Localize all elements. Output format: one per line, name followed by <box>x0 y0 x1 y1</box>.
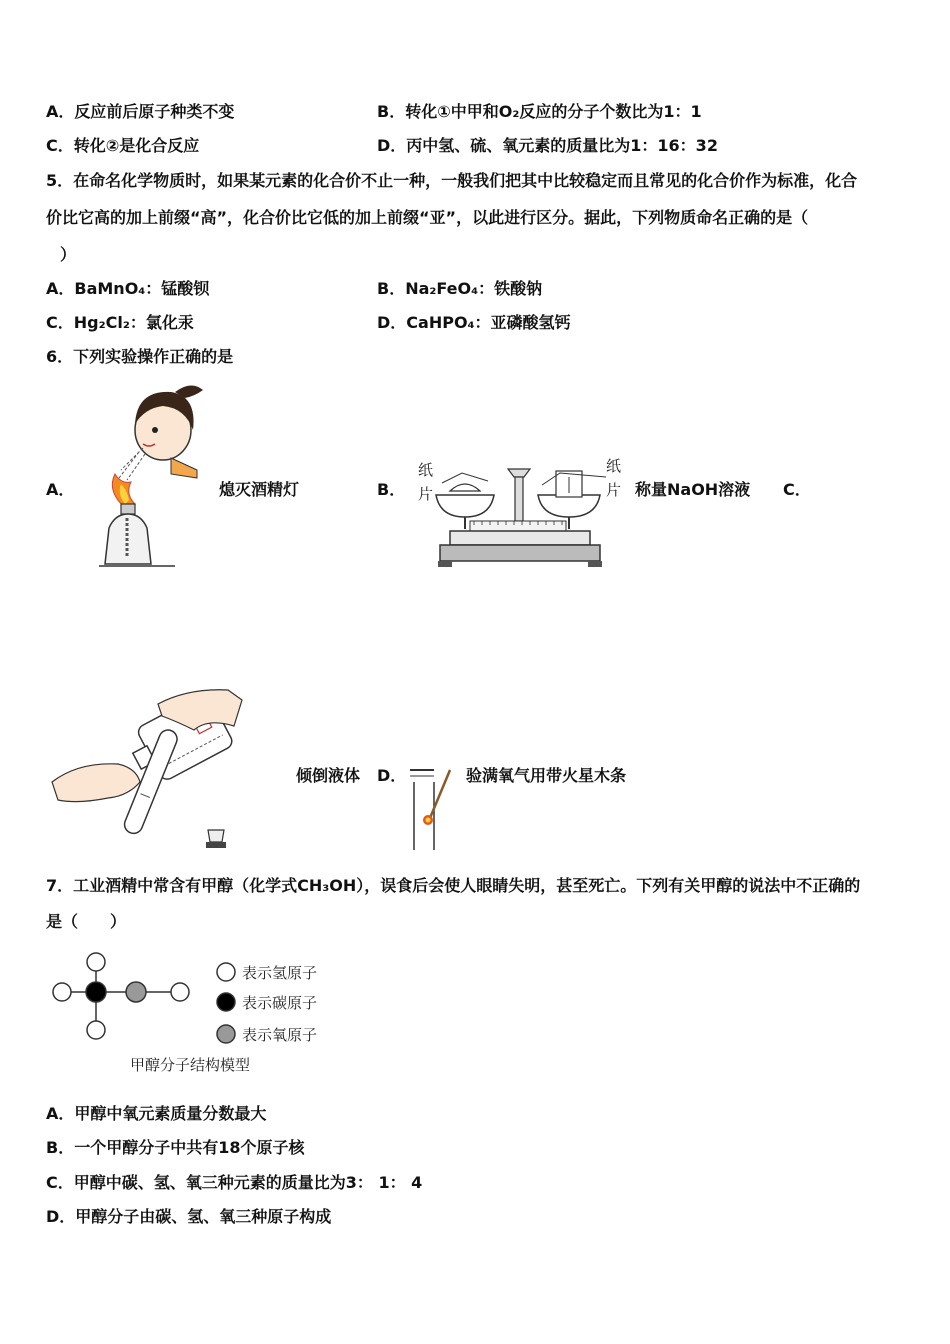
svg-text:片: 片 <box>606 481 622 499</box>
hydrogen-atom-bottom <box>87 1021 105 1039</box>
q5-option-c: C．Hg₂Cl₂：氯化汞 <box>46 313 194 332</box>
legend-hydrogen-label: 表示氢原子 <box>242 964 318 982</box>
q7-option-d: D．甲醇分子由碳、氢、氧三种原子构成 <box>46 1207 332 1226</box>
q5-option-a: A．BaMnO₄：锰酸钡 <box>46 279 210 298</box>
svg-text:片: 片 <box>418 485 434 503</box>
q7-option-b: B．一个甲醇分子中共有18个原子核 <box>46 1138 305 1157</box>
legend-carbon-label: 表示碳原子 <box>242 994 318 1012</box>
q4-option-a: A．反应前后原子种类不变 <box>46 102 235 121</box>
q6-option-a-caption: 熄灭酒精灯 <box>219 480 300 499</box>
q5-option-b: B．Na₂FeO₄：铁酸钠 <box>377 279 543 298</box>
legend-carbon-icon <box>217 993 235 1011</box>
q5-option-d: D．CaHPO₄：亚磷酸氢钙 <box>377 313 571 332</box>
legend-oxygen-icon <box>217 1025 235 1043</box>
q7-option-a: A．甲醇中氧元素质量分数最大 <box>46 1104 267 1123</box>
oxygen-atom <box>126 982 146 1002</box>
q6-stem: 6．下列实验操作正确的是 <box>46 347 234 366</box>
q5-stem-line1: 5．在命名化学物质时，如果某元素的化合价不止一种，一般我们把其中比较稳定而且常见的化合价作为标准，化合 <box>46 171 858 190</box>
q6-option-b-label: B． <box>377 480 406 499</box>
q4-option-d: D．丙中氢、硫、氧元素的质量比为1：16：32 <box>377 136 718 155</box>
scale-paper-label-left: 纸 <box>418 461 434 479</box>
balance-scale-figure <box>410 455 632 570</box>
legend-hydrogen-icon <box>217 963 235 981</box>
q7-option-c: C．甲醇中碳、氢、氧三种元素的质量比为3： 1： 4 <box>46 1173 423 1192</box>
q6-option-c-caption: 倾倒液体 <box>296 766 361 785</box>
extinguish-lamp-figure <box>85 378 215 570</box>
q6-option-d-label: D． <box>377 766 407 785</box>
hydrogen-atom-left <box>53 983 71 1001</box>
carbon-atom <box>86 982 106 1002</box>
q4-option-c: C．转化②是化合反应 <box>46 136 200 155</box>
q7-stem-line1: 7．工业酒精中常含有甲醇（化学式CH₃OH），误食后会使人眼睛失明，甚至死亡。下列有关甲醇的说法中不正确的 <box>46 876 861 895</box>
q6-option-b-caption: 称量NaOH溶液 <box>635 480 751 499</box>
q6-option-a-label: A． <box>46 480 75 499</box>
methanol-model-figure <box>46 946 346 1078</box>
hydrogen-atom-top <box>87 953 105 971</box>
hydrogen-atom-right <box>171 983 189 1001</box>
q7-stem-line2: 是（ ） <box>46 912 127 931</box>
model-caption: 甲醇分子结构模型 <box>130 1056 251 1074</box>
q4-option-b: B．转化①中甲和O₂反应的分子个数比为1：1 <box>377 102 702 121</box>
pour-liquid-figure <box>48 686 244 854</box>
legend-oxygen-label: 表示氧原子 <box>242 1026 318 1044</box>
q6-option-d-caption: 验满氧气用带火星木条 <box>466 766 627 785</box>
q6-option-c-label: C． <box>783 480 811 499</box>
q5-stem-line3: ） <box>60 245 77 264</box>
q5-stem-line2: 价比它高的加上前缀“高”，化合价比它低的加上前缀“亚”，以此进行区分。据此，下列物质命名正确的是（ <box>46 208 809 227</box>
scale-paper-label-right: 纸 <box>606 457 622 475</box>
oxygen-test-figure <box>406 762 462 852</box>
